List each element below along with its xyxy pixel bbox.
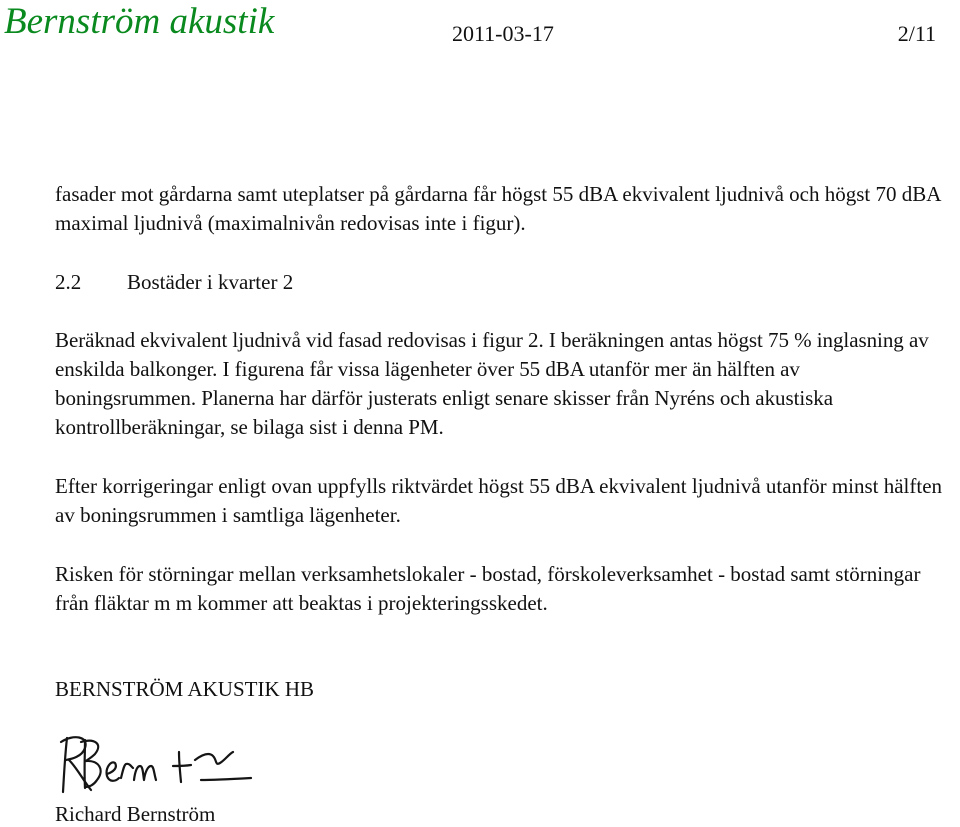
document-date: 2011-03-17 — [452, 21, 554, 46]
section-title: Bostäder i kvarter 2 — [127, 270, 294, 294]
paragraph-calculation: Beräknad ekvivalent ljudnivå vid fasad redovisas i figur 2. I beräkningen antas högst 75 % inglasning av enskilda balkonger. I figurena får vissa lägenheter över 55 dBA utanför mer än hälften av boningsrummen. Planerna har därför justerats enligt senare skisser från Nyréns och akustiska kontrollberäkningar, se bilaga sist i denna PM. — [55, 328, 929, 439]
handwritten-signature — [55, 730, 285, 800]
section-number: 2.2 — [55, 270, 82, 294]
section-heading — [55, 268, 293, 297]
company-logo-text: Bernström akustik — [4, 1, 275, 42]
page-number: 2/11 — [897, 21, 936, 46]
signature-drawing — [55, 730, 285, 800]
paragraph-facades: fasader mot gårdarna samt uteplatser på gårdarna får högst 55 dBA ekvivalent ljudnivå och högst 70 dBA maximal ljudnivå (maximalnivån redovisas inte i figur). — [55, 182, 941, 235]
paragraph-risks: Risken för störningar mellan verksamhetslokaler - bostad, förskoleverksamhet - bostad samt störningar från fläktar m m kommer att beaktas i projekteringsskedet. — [55, 562, 921, 615]
signer-name: Richard Bernström — [55, 802, 216, 826]
paragraph-corrections: Efter korrigeringar enligt ovan uppfylls riktvärdet högst 55 dBA ekvivalent ljudnivå utanför minst hälften av boningsrummen i samtliga lägenheter. — [55, 474, 943, 527]
signoff-company: BERNSTRÖM AKUSTIK HB — [55, 677, 315, 701]
page-header — [0, 0, 960, 60]
